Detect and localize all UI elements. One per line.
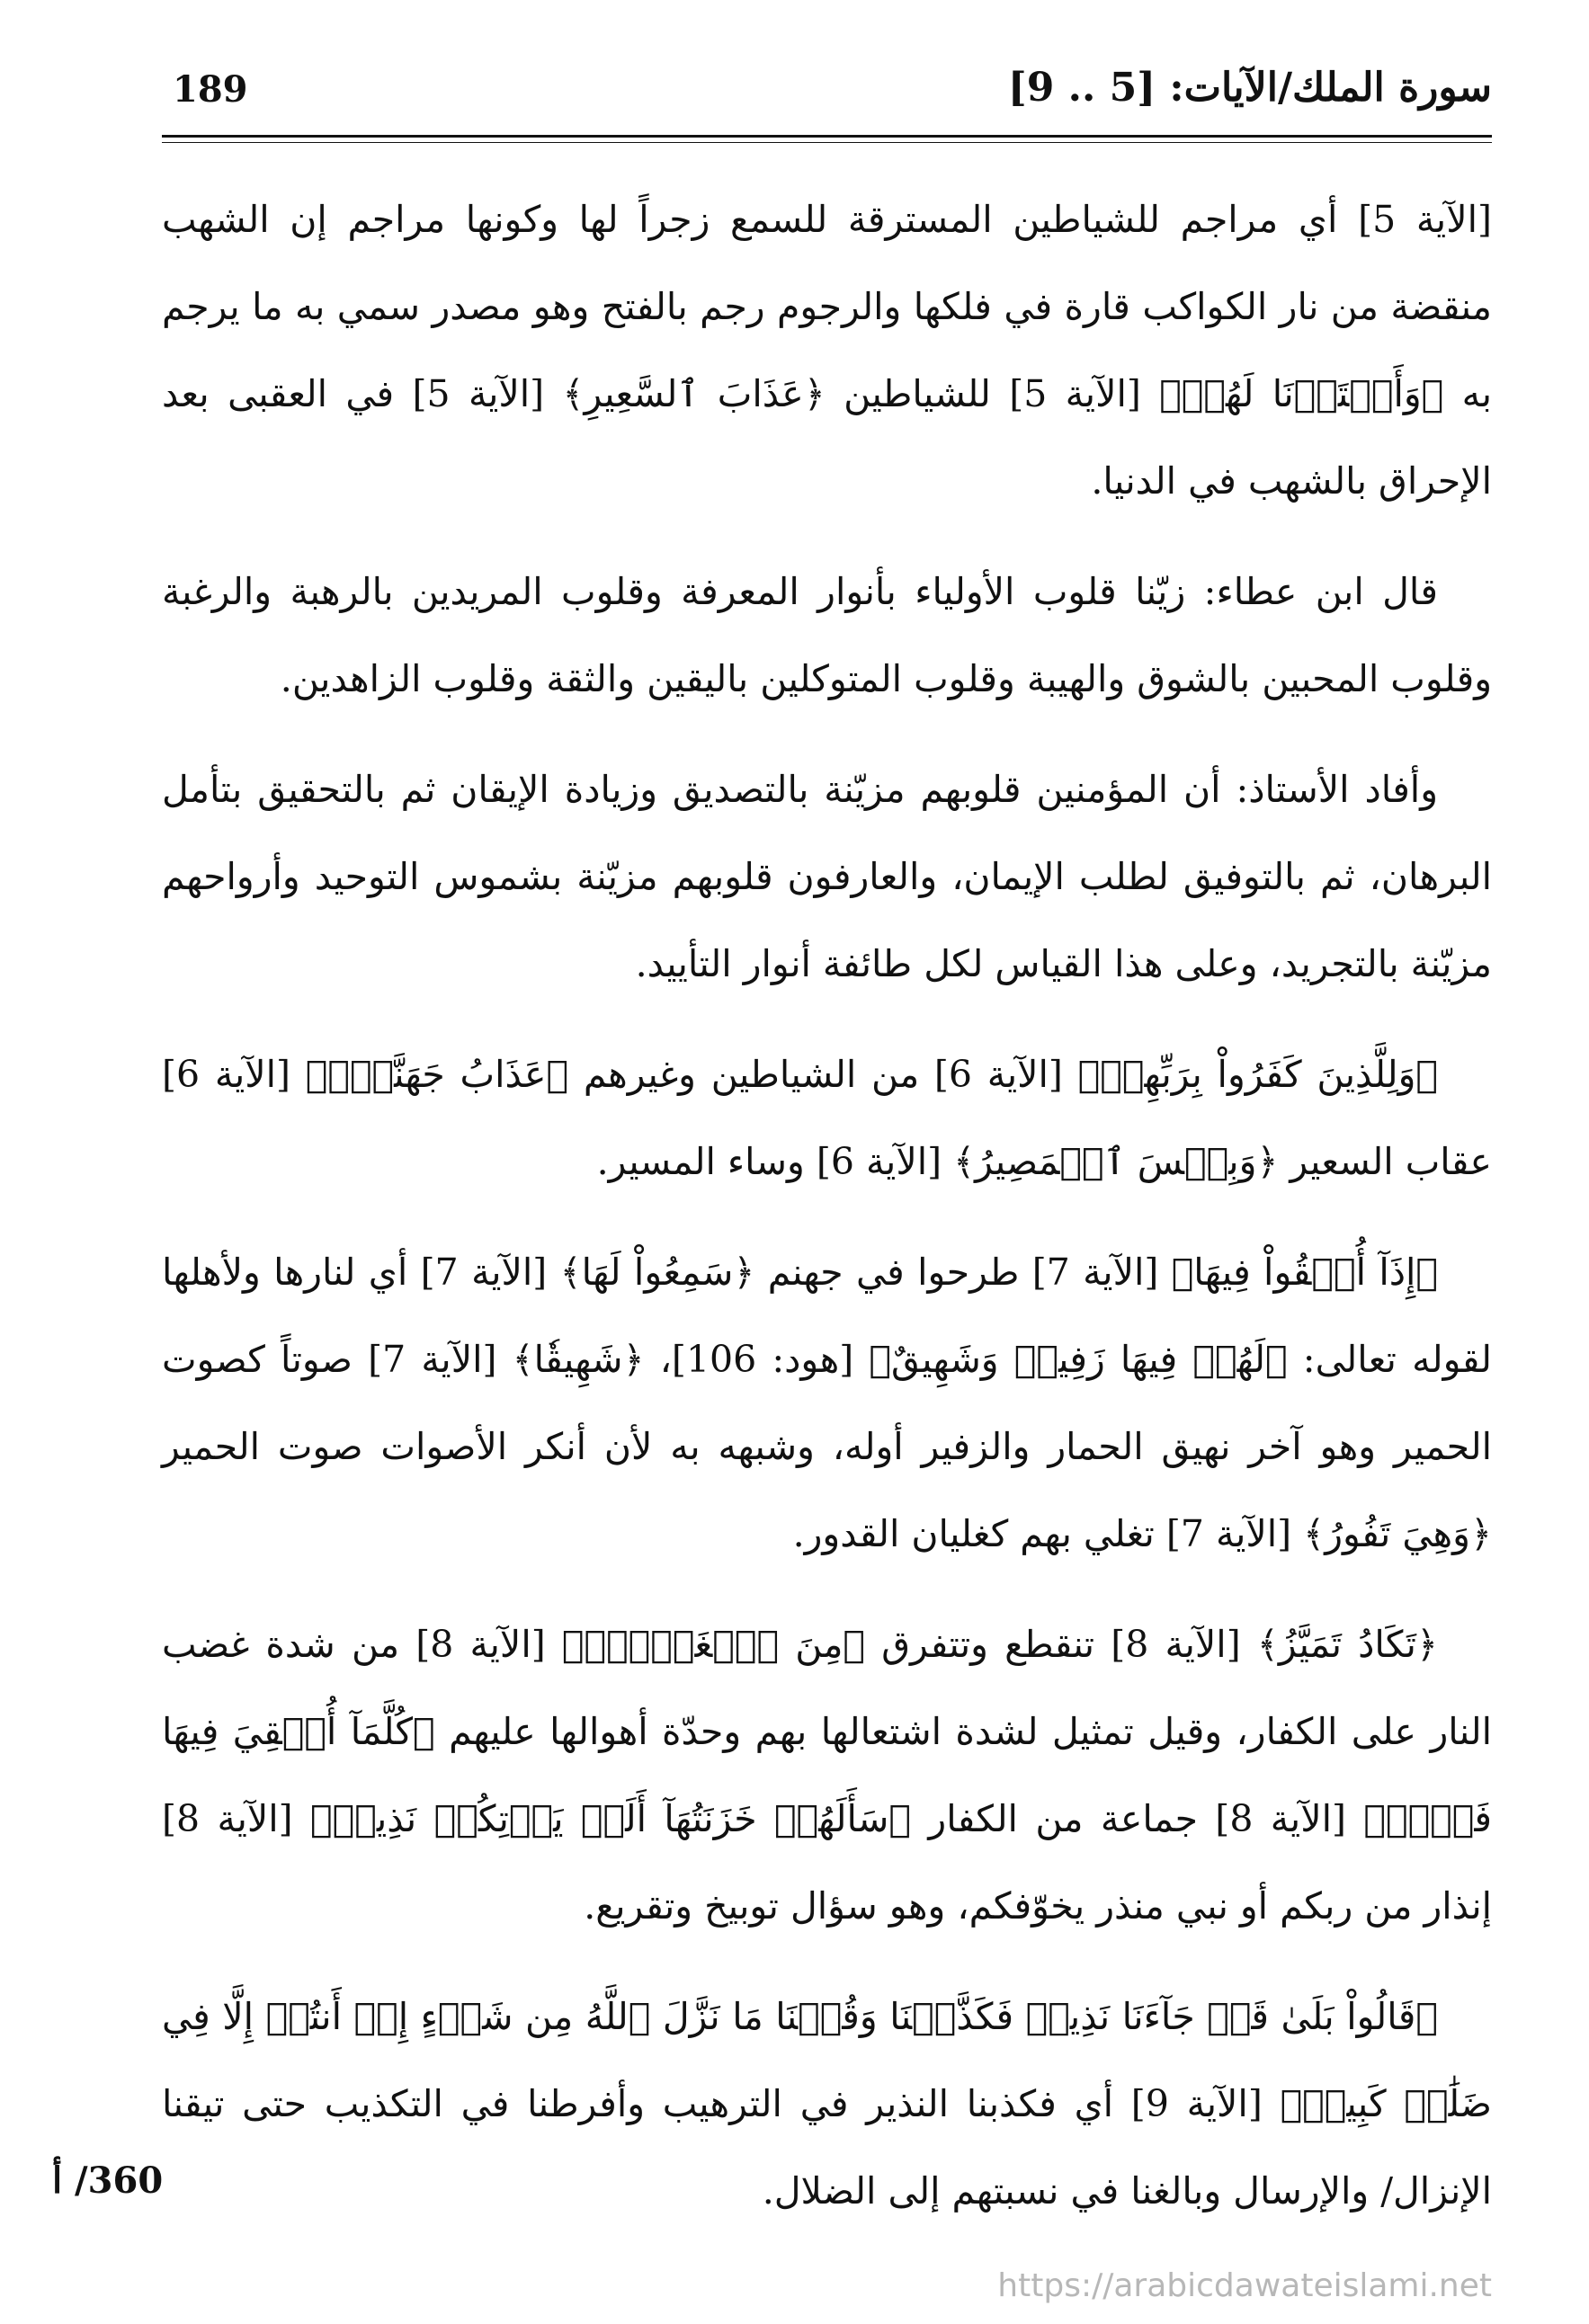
paragraph: [الآية 5] أي مراجم للشياطين المسترقة للسمع زجراً لها وكونها مراجم إن الشهب منقضة من نار الكواكب قارة في فلكها والرجوم رجم بالفتح وهو مصدر سمي به ما يرجم به ﴿وَأَعۡتَدۡنَا لَهُمۡ﴾ [الآية 5] للشياطين ﴿عَذَابَ ٱلسَّعِيرِ﴾ [الآية 5] في العقبى بعد الإحراق بالشهب في الدنيا.	[162, 198, 1493, 503]
header-rule-thin	[162, 142, 1492, 143]
page-number: 189	[173, 68, 248, 111]
paragraph: ﴿إِذَآ أُلۡقُواْ فِيهَا﴾ [الآية 7] طرحوا في جهنم ﴿سَمِعُواْ لَهَا﴾ [الآية 7] أي لنارها ولأهلها لقوله تعالى: ﴿لَهُمۡ فِيهَا زَفِيرٞ وَشَهِيقٌ﴾ [هود: 106]، ﴿شَهِيقٗا﴾ [الآية 7] صوتاً كصوت الحمير وهو آخر نهيق الحمار والزفير أوله، وشبهه به لأن أنكر الأصوات صوت الحمير ﴿وَهِيَ تَفُورُ﴾ [الآية 7] تغلي بهم كغليان القدور.	[162, 1251, 1492, 1555]
body-text	[162, 176, 1492, 2258]
paragraph: ﴿وَلِلَّذِينَ كَفَرُواْ بِرَبِّهِمۡ﴾ [الآية 6] من الشياطين وغيرهم ﴿عَذَابُ جَهَنَّمَۖ﴾ [الآية 6] عقاب السعير ﴿وَبِئۡسَ ٱلۡمَصِيرُ﴾ [الآية 6] وساء المسير.	[162, 1053, 1492, 1183]
header-rule	[162, 135, 1492, 138]
page-header	[162, 65, 1492, 137]
running-title: سورة الملك/الآيات: [5 .. 9]	[1007, 65, 1492, 111]
paragraph: قال ابن عطاء: زيّنا قلوب الأولياء بأنوار المعرفة وقلوب المريدين بالرهبة والرغبة وقلوب المحبين بالشوق والهيبة وقلوب المتوكلين باليقين والثقة وقلوب الزاهدين.	[162, 570, 1492, 700]
paragraph: ﴿قَالُواْ بَلَىٰ قَدۡ جَآءَنَا نَذِيرٞ فَكَذَّبۡنَا وَقُلۡنَا مَا نَزَّلَ ٱللَّهُ مِن شَيۡءٍ إِنۡ أَنتُمۡ إِلَّا فِي ضَلَٰلٖ كَبِيرٖ﴾ [الآية 9] أي فكذبنا النذير في الترهيب وأفرطنا في التكذيب حتى تيقنا الإنزال/ والإرسال وبالغنا في نسبتهم إلى الضلال.	[162, 1995, 1492, 2213]
paragraph: وأفاد الأستاذ: أن المؤمنين قلوبهم مزيّنة بالتصديق وزيادة الإيقان ثم بالتحقيق بتأمل البرهان، ثم بالتوفيق لطلب الإيمان، والعارفون قلوبهم مزيّنة بشموس التوحيد وأرواحهم مزيّنة بالتجريد، وعلى هذا القياس لكل طائفة أنوار التأييد.	[162, 768, 1492, 985]
paragraph: ﴿تَكَادُ تَمَيَّزُ﴾ [الآية 8] تنقطع وتتفرق ﴿مِنَ ٱلۡغَيۡظِۖ﴾ [الآية 8] من شدة غضب النار على الكفار، وقيل تمثيل لشدة اشتعالها بهم وحدّة أهوالها عليهم ﴿كُلَّمَآ أُلۡقِيَ فِيهَا فَوۡجٞ﴾ [الآية 8] جماعة من الكفار ﴿سَأَلَهُمۡ خَزَنَتُهَآ أَلَمۡ يَأۡتِكُمۡ نَذِيرٞ﴾ [الآية 8] إنذار من ربكم أو نبي منذر يخوّفكم، وهو سؤال توبيخ وتقريع.	[162, 1623, 1492, 1928]
manuscript-folio-note: 360/ أ	[52, 2159, 164, 2202]
watermark-url: https://arabicdawateislami.net	[997, 2267, 1492, 2304]
